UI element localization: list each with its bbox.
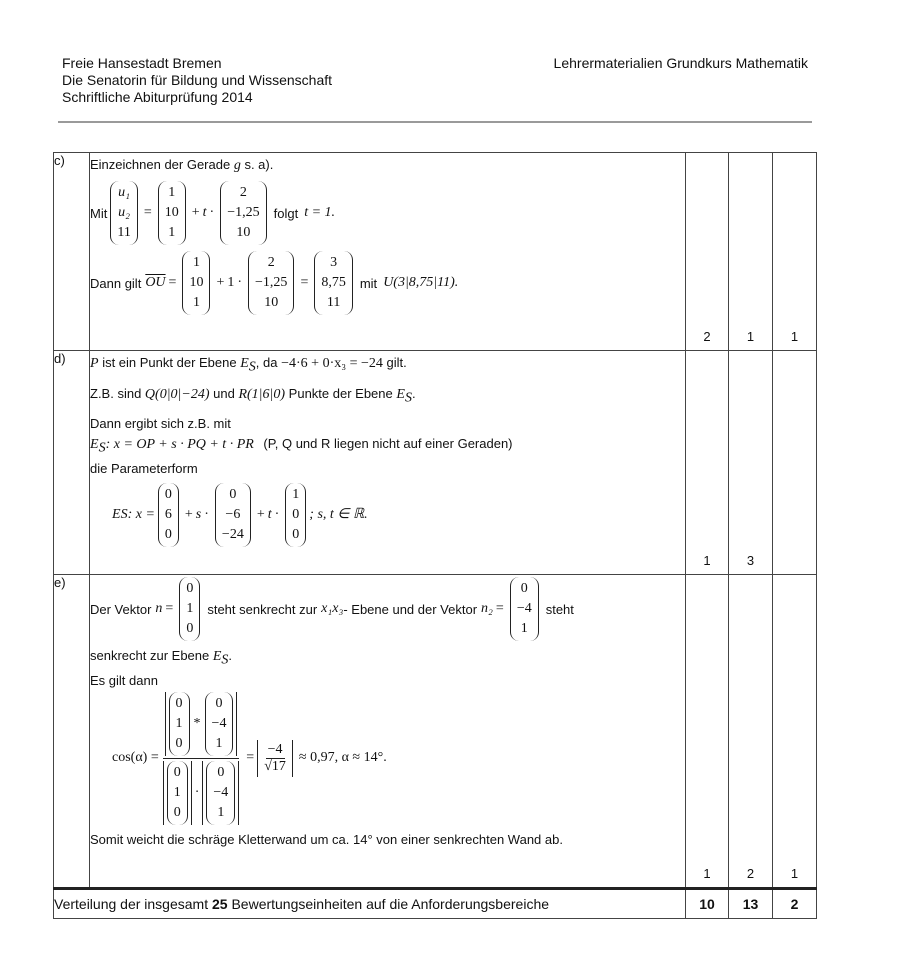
result-vector: 3 8,75 11: [314, 251, 353, 315]
label-e: e): [54, 575, 90, 889]
d-line-4: $E_S$: x = OP + s · PQ + t · PR (P, Q und R liegen nicht auf einer Geraden): [90, 436, 513, 456]
e-line-2: senkrecht zur Ebene $E_S$.: [90, 648, 233, 668]
d-line-5: die Parameterform: [90, 460, 198, 476]
row-total: [54, 889, 817, 919]
d-line-1: P ist ein Punkt der Ebene $E_S$, da −4·6 + 0·x₃ = −24 gilt.: [90, 355, 407, 375]
c-line-1: Einzeichnen der Gerade g s. a).: [90, 157, 274, 173]
c-equation-2: Dann gilt $\overline{OU}$ = 1 10 1 + 1 · 2 −1,25 10 = 3 8,75 11 mit U(3|8,75|11).: [90, 251, 685, 315]
base-vector: 1 10 1: [158, 181, 186, 245]
total-points-3: 2: [773, 889, 817, 919]
e-conclusion: Somit weicht die schräge Kletterwand um ca. 14° von einer senkrechten Wand ab.: [90, 831, 563, 847]
total-points-1: 10: [686, 889, 729, 919]
header-right: Lehrermaterialien Grundkurs Mathematik: [553, 55, 808, 71]
e-points-3: 1: [773, 575, 817, 889]
content-d: [90, 351, 686, 575]
c-points-1: 2: [686, 153, 729, 351]
n2-vector: 0 −4 1: [510, 577, 539, 641]
c-points-3: 1: [773, 153, 817, 351]
solution-table: [53, 152, 817, 919]
d-line-3: Dann ergibt sich z.B. mit: [90, 416, 231, 432]
header-line-2: Die Senatorin für Bildung und Wissenschaft: [62, 72, 333, 88]
header-left: [62, 55, 332, 106]
label-d: d): [54, 351, 90, 575]
e-line-3: Es gilt dann: [90, 672, 158, 688]
row-e: [54, 575, 817, 889]
e-points-2: 2: [729, 575, 773, 889]
content-e: [90, 575, 686, 889]
d-points-3: [773, 351, 817, 575]
content-c: [90, 153, 686, 351]
header-line-3: Schriftliche Abiturprüfung 2014: [62, 89, 253, 105]
u-vector: u₁ u₂ 11: [110, 181, 137, 245]
e-line-1: Der Vektor n = 0 1 0 steht senkrecht zur x₁x₃ - Ebene und der Vektor n₂ = 0 −4 1 steht: [90, 577, 685, 641]
label-c: c): [54, 153, 90, 351]
e-cos-equation: cos(α) = 0 1 0 * 0 −4 1 0 1 0 · 0 −4 1 = $\frac{-4}{√17}$ ≈ 0,97, α ≈ 14°.: [112, 692, 685, 825]
d-param-equation: E S : x = 0 6 0 + s · 0 −6 −24 + t · 1 0 0 ; s, t ∈ ℝ.: [112, 483, 685, 547]
row-d: [54, 351, 817, 575]
header-rule: [58, 121, 812, 123]
d-line-2: Z.B. sind Q(0|0|−24) und R(1|6|0) Punkte der Ebene $E_S$.: [90, 385, 416, 406]
direction-vector: 2 −1,25 10: [220, 181, 266, 245]
d-points-2: 3: [729, 351, 773, 575]
e-points-1: 1: [686, 575, 729, 889]
total-text: Verteilung der insgesamt 25 Bewertungseinheiten auf die Anforderungsbereiche: [54, 889, 686, 919]
d-points-1: 1: [686, 351, 729, 575]
header-line-1: Freie Hansestadt Bremen: [62, 55, 222, 71]
total-points-2: 13: [729, 889, 773, 919]
row-c: [54, 153, 817, 351]
c-points-2: 1: [729, 153, 773, 351]
n-vector: 0 1 0: [179, 577, 200, 641]
c-equation-1: Mit u₁ u₂ 11 = 1 10 1 + t · 2 −1,25 10 folgt t = 1.: [90, 181, 685, 245]
